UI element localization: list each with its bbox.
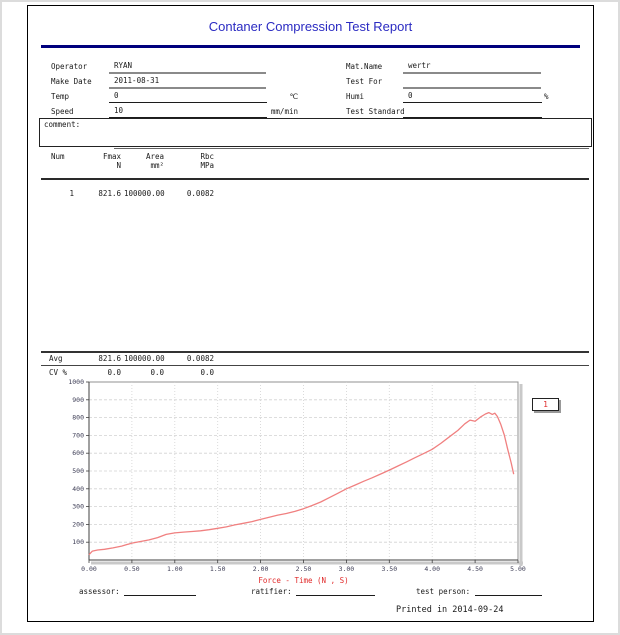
form-row-operator	[28, 61, 593, 74]
make-date-value: 2011-08-31	[109, 76, 266, 89]
speed-unit: mm/min	[270, 107, 298, 116]
avg-rbc: 0.0082	[186, 354, 214, 363]
svg-text:300: 300	[72, 502, 84, 511]
mat-name-value: wertr	[403, 61, 541, 74]
svg-text:4.00: 4.00	[424, 565, 441, 573]
svg-text:1.50: 1.50	[209, 565, 226, 573]
test-for-label: Test For	[346, 77, 383, 86]
ratifier-signature-line	[296, 586, 375, 596]
test-person-block	[416, 586, 542, 598]
svg-text:1.00: 1.00	[166, 565, 183, 573]
printed-date: Printed in 2014-09-24	[396, 605, 504, 615]
svg-text:900: 900	[72, 395, 84, 404]
svg-text:2.50: 2.50	[295, 565, 312, 573]
avg-rule	[41, 351, 589, 353]
cv-fmax: 0.0	[107, 368, 121, 377]
svg-text:2.00: 2.00	[252, 565, 269, 573]
make-date-label: Make Date	[51, 77, 92, 86]
cell-rbc: 0.0082	[186, 189, 214, 198]
col-rbc-header: Rbc	[200, 152, 214, 161]
avg-label: Avg	[49, 354, 63, 363]
svg-text:500: 500	[72, 467, 84, 475]
cell-num: 1	[69, 189, 74, 198]
svg-text:0.50: 0.50	[124, 565, 140, 573]
cell-area: 100000.00	[124, 189, 165, 198]
temp-value: 0	[109, 91, 267, 103]
avg-area: 100000.00	[124, 354, 165, 363]
assessor-block	[79, 586, 196, 598]
temp-unit: ℃	[289, 92, 298, 101]
form-row-temp	[28, 91, 593, 104]
col-rbc-unit: MPa	[200, 161, 214, 170]
svg-text:0.00: 0.00	[81, 565, 97, 573]
cv-label: CV %	[49, 368, 68, 377]
col-fmax-header: Fmax	[102, 152, 121, 161]
svg-text:700: 700	[72, 431, 84, 440]
cv-rule	[41, 365, 589, 366]
temp-label: Temp	[51, 92, 70, 101]
report-page	[27, 5, 594, 622]
speed-value: 10	[109, 106, 267, 118]
assessor-label: assessor:	[79, 587, 120, 596]
svg-text:600: 600	[72, 449, 84, 458]
cv-rbc: 0.0	[200, 368, 214, 377]
svg-text:1000: 1000	[68, 378, 84, 386]
operator-label: Operator	[51, 62, 88, 71]
test-standard-label: Test Standard	[346, 107, 405, 116]
svg-text:5.00: 5.00	[510, 565, 526, 573]
avg-row	[28, 354, 593, 364]
svg-text:Force - Time (N , S): Force - Time (N , S)	[258, 576, 349, 585]
ratifier-label: ratifier:	[251, 587, 292, 596]
speed-label: Speed	[51, 107, 74, 116]
test-person-label: test person:	[416, 587, 471, 596]
humi-unit: %	[544, 92, 549, 101]
table-top-rule	[114, 148, 589, 149]
test-for-value	[403, 76, 541, 89]
table-header-line2	[28, 161, 593, 171]
force-time-chart	[58, 374, 568, 589]
cv-area: 0.0	[150, 368, 164, 377]
humi-value: 0	[403, 91, 542, 103]
col-area-header: Area	[145, 152, 164, 161]
test-standard-value	[403, 106, 542, 118]
avg-fmax: 821.6	[98, 354, 121, 363]
humi-label: Humi	[346, 92, 365, 101]
operator-value: RYAN	[109, 61, 266, 74]
svg-text:100: 100	[72, 538, 84, 547]
assessor-signature-line	[124, 586, 196, 596]
svg-text:4.50: 4.50	[467, 565, 483, 573]
form-row-make-date	[28, 76, 593, 89]
col-area-unit: mm²	[150, 161, 164, 170]
test-person-signature-line	[475, 586, 542, 596]
chart-legend-button[interactable]: 1	[532, 398, 559, 411]
page-title: Contaner Compression Test Report	[208, 19, 413, 34]
comment-box	[39, 118, 592, 147]
col-num-header: Num	[51, 152, 65, 161]
svg-text:200: 200	[72, 520, 84, 529]
svg-text:800: 800	[72, 413, 84, 422]
mat-name-label: Mat.Name	[346, 62, 383, 71]
cell-fmax: 821.6	[98, 189, 121, 198]
table-row	[28, 189, 593, 199]
ratifier-block	[251, 586, 375, 598]
header-rule	[41, 178, 589, 180]
svg-text:3.50: 3.50	[381, 565, 398, 573]
svg-text:3.00: 3.00	[338, 565, 355, 573]
title-rule	[41, 45, 580, 48]
col-fmax-unit: N	[116, 161, 121, 170]
comment-label: comment:	[44, 120, 81, 129]
svg-text:400: 400	[72, 484, 84, 493]
